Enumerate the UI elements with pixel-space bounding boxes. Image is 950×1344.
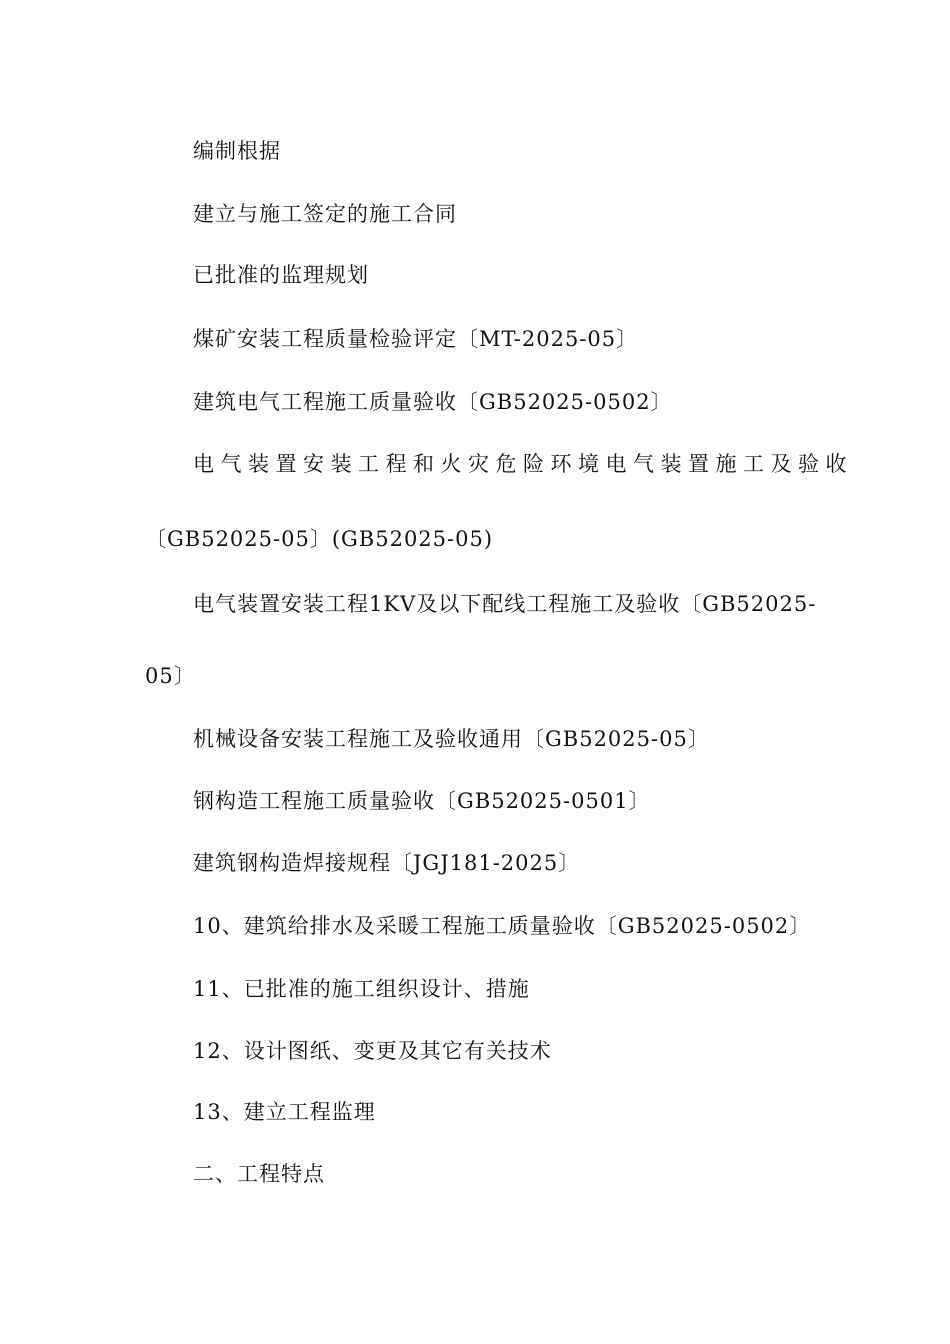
heading-basis: 编制根据 xyxy=(193,139,281,163)
list-item: 电气装置安装工程1KV及以下配线工程施工及验收〔GB52025- xyxy=(193,592,817,616)
list-item-continuation: 05〕 xyxy=(145,664,196,688)
list-item-continuation: 〔GB52025-05〕(GB52025-05) xyxy=(145,527,494,551)
list-item: 10、建筑给排水及采暖工程施工质量验收〔GB52025-0502〕 xyxy=(193,914,812,938)
section-heading: 二、工程特点 xyxy=(193,1162,325,1186)
list-item: 已批准的监理规划 xyxy=(193,263,369,287)
list-item: 电气装置安装工程和火灾危险环境电气装置施工及验收 xyxy=(193,452,853,476)
list-item: 11、已批准的施工组织设计、措施 xyxy=(193,977,530,1001)
list-item: 煤矿安装工程质量检验评定〔MT-2025-05〕 xyxy=(193,327,639,351)
list-item: 建筑电气工程施工质量验收〔GB52025-0502〕 xyxy=(193,390,673,414)
list-item: 机械设备安装工程施工及验收通用〔GB52025-05〕 xyxy=(193,727,710,751)
list-item: 钢构造工程施工质量验收〔GB52025-0501〕 xyxy=(193,789,651,813)
list-item: 12、设计图纸、变更及其它有关技术 xyxy=(193,1039,552,1063)
list-item: 13、建立工程监理 xyxy=(193,1100,376,1124)
list-item: 建筑钢构造焊接规程〔JGJ181-2025〕 xyxy=(193,851,581,875)
list-item: 建立与施工签定的施工合同 xyxy=(193,202,457,226)
